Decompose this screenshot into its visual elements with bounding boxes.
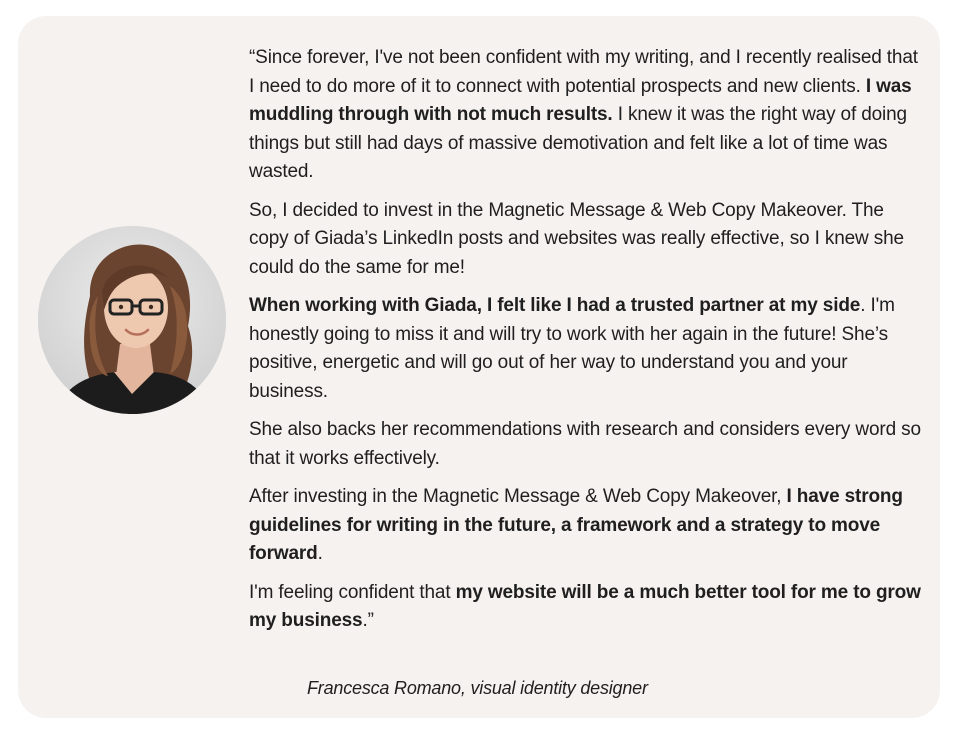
quote-highlight: my website will be a much better tool for me to grow my business <box>249 581 921 631</box>
quote-paragraph <box>249 197 924 283</box>
quote-paragraph <box>249 416 924 473</box>
quote-text: So, I decided to invest in the Magnetic Message & Web Copy Makeover. The copy of Giada’s LinkedIn posts and websites was really effective, so I knew she could do the same for me! <box>249 199 904 278</box>
portrait-photo-icon <box>38 226 226 414</box>
testimonial-author: Francesca Romano, visual identity designer <box>307 678 648 698</box>
quote-paragraph <box>249 483 924 569</box>
quote-highlight: When working with Giada, I felt like I had a trusted partner at my side <box>249 295 861 316</box>
quote-highlight: I was muddling through with not much results. <box>249 75 912 125</box>
quote-text: .” <box>362 610 374 631</box>
quote-text: I'm feeling confident that <box>249 581 456 603</box>
quote-text: “Since forever, I've not been confident with my writing, and I recently realised that I need to do more of it to connect with potential prospects and new clients. <box>249 47 918 97</box>
quote-text: . I'm honestly going to miss it and will try to work with her again in the future! She’s positive, energetic and will go out of her way to understand you and your business. <box>249 295 895 402</box>
quote-highlight: I have strong guidelines for writing in the future, a framework and a strategy to move forward <box>249 486 903 564</box>
quote-text: . <box>317 543 323 564</box>
quote-text: After investing in the Magnetic Message & Web Copy Makeover, <box>249 486 787 507</box>
avatar <box>38 226 226 414</box>
quote-text: I knew it was the right way of doing things but still had days of massive demotivation and felt like a lot of time was wasted. <box>249 104 907 182</box>
testimonial-quote <box>249 44 924 646</box>
quote-text: She also backs her recommendations with research and considers every word so that it works effectively. <box>249 419 921 469</box>
quote-paragraph <box>249 292 924 406</box>
quote-paragraph <box>249 44 924 187</box>
quote-paragraph <box>249 579 924 636</box>
